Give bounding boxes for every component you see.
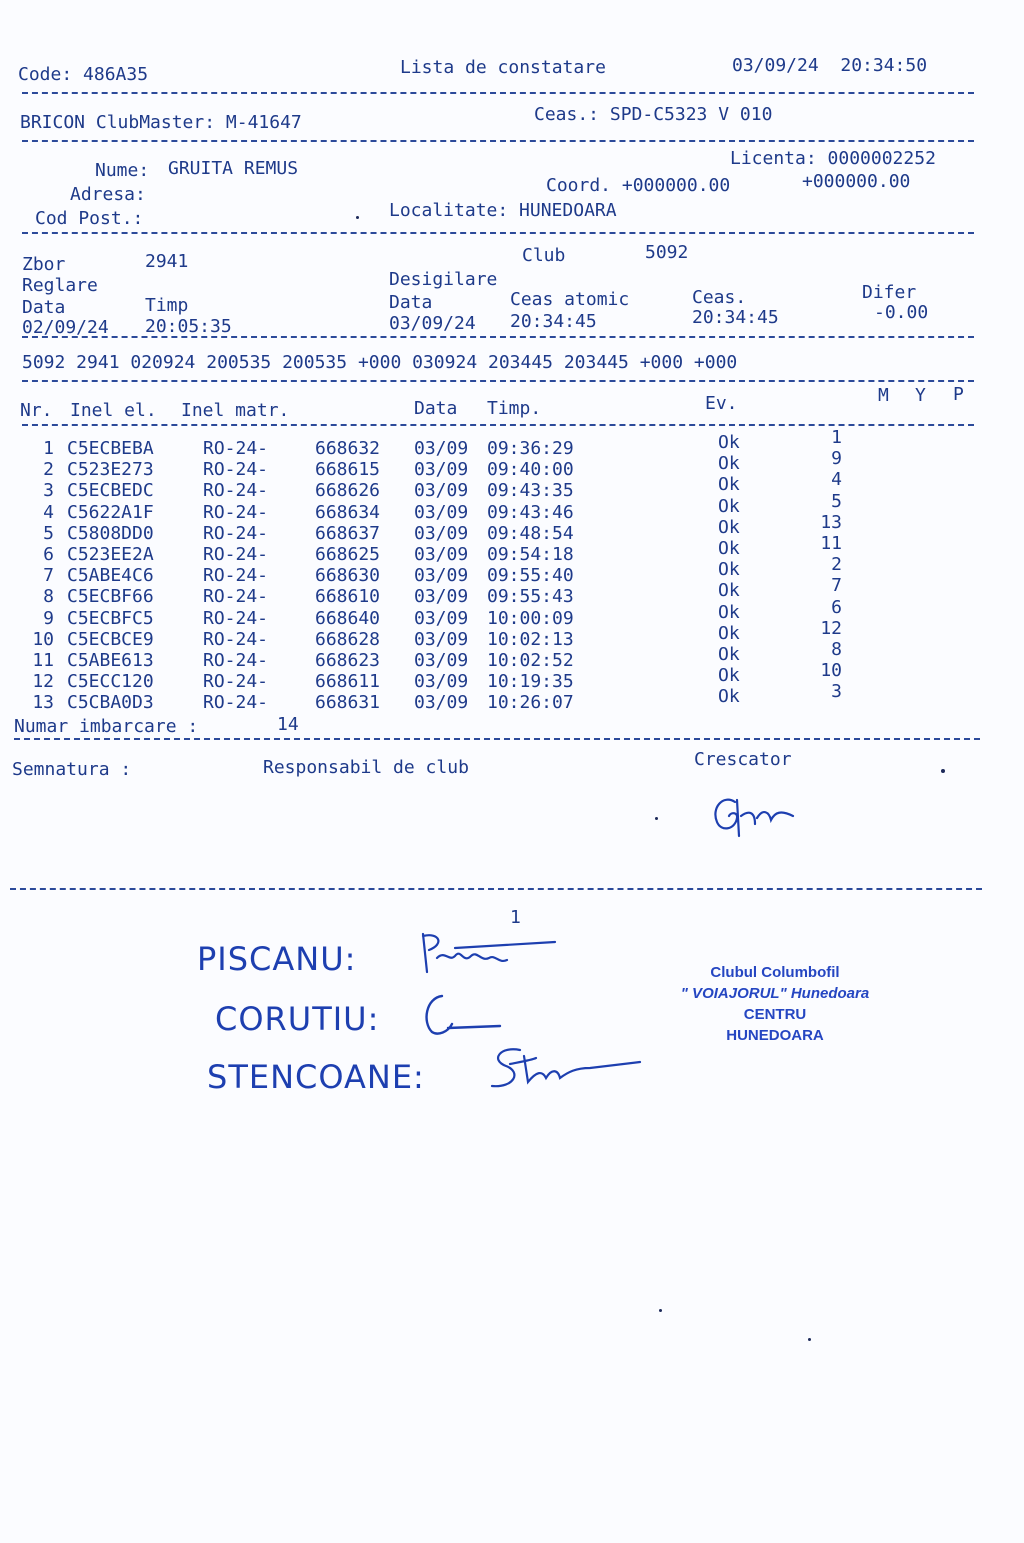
row-time: 10:02:13	[487, 628, 574, 650]
row-nr: 6	[43, 544, 54, 565]
row-inel-el: C523E273	[67, 459, 154, 481]
row-time: 09:48:54	[487, 522, 574, 544]
row-inel-el: C5ECBEDC	[67, 480, 154, 502]
stamp-line-1: Clubul Columbofil	[710, 964, 840, 981]
row-time: 09:54:18	[487, 544, 574, 565]
row-time: 09:40:00	[487, 459, 574, 481]
row-ev: Ok	[718, 453, 740, 475]
row-ev: Ok	[718, 495, 740, 517]
row-time: 10:19:35	[487, 671, 574, 693]
row-prefix: RO-24-	[203, 628, 269, 650]
col-p: P	[953, 384, 964, 405]
row-nr: 10	[32, 628, 54, 650]
row-ev: Ok	[718, 516, 740, 538]
flight-number: 2941	[145, 251, 189, 272]
col-inel-el: Inel el.	[70, 400, 157, 421]
print-speck	[655, 817, 658, 820]
setting-time: 20:05:35	[145, 316, 232, 337]
boarding-count: 14	[277, 714, 299, 735]
row-position: 1	[831, 427, 842, 448]
row-nr: 1	[43, 438, 54, 459]
unseal-label: Desigilare	[389, 269, 498, 290]
signature-piscanu	[415, 928, 565, 978]
coordinates: Coord. +000000.00	[546, 175, 731, 196]
row-nr: 7	[43, 565, 54, 587]
row-date: 03/09	[414, 671, 469, 693]
print-speck	[808, 1338, 811, 1341]
license-number: Licenta: 0000002252	[730, 148, 936, 169]
row-ev: Ok	[718, 665, 740, 687]
divider	[22, 140, 974, 142]
summary-code-line: 5092 2941 020924 200535 200535 +000 030924 203445 203445 +000 +000	[22, 352, 738, 373]
row-nr: 5	[43, 522, 54, 544]
breeder-label: Crescator	[694, 749, 792, 770]
row-date: 03/09	[414, 565, 469, 587]
col-y: Y	[915, 385, 926, 406]
row-prefix: RO-24-	[203, 650, 269, 671]
row-inel-matr: 668623	[315, 650, 381, 671]
row-ev: Ok	[718, 432, 740, 453]
row-inel-matr: 668631	[315, 692, 381, 714]
row-prefix: RO-24-	[203, 522, 269, 544]
divider	[10, 888, 982, 890]
row-inel-matr: 668611	[315, 671, 381, 693]
row-time: 09:55:43	[487, 586, 574, 608]
row-inel-el: C523EE2A	[67, 544, 154, 565]
row-date: 03/09	[414, 586, 469, 608]
row-prefix: RO-24-	[203, 480, 269, 502]
report-datetime: 03/09/24 20:34:50	[732, 55, 928, 76]
divider	[22, 92, 974, 94]
print-speck	[356, 216, 359, 219]
locality: Localitate: HUNEDOARA	[389, 200, 617, 221]
row-time: 09:43:35	[487, 480, 574, 502]
row-inel-matr: 668640	[315, 607, 381, 629]
setting-time-label: Timp	[145, 295, 189, 316]
row-nr: 8	[43, 586, 54, 608]
stamp-line-3: CENTRU	[743, 1006, 807, 1023]
row-position: 13	[820, 511, 842, 533]
row-ev: Ok	[718, 601, 740, 623]
row-inel-el: C5ECBF66	[67, 586, 154, 608]
unseal-date-label: Data	[389, 292, 433, 313]
flight-label: Zbor	[22, 254, 66, 275]
row-ev: Ok	[718, 474, 740, 496]
row-inel-el: C5622A1F	[67, 501, 154, 523]
club-number: 5092	[645, 242, 689, 263]
print-speck	[659, 1309, 662, 1312]
coordinates-2: +000000.00	[802, 171, 911, 192]
unseal-atomic-time: 20:34:45	[510, 311, 597, 332]
col-nr: Nr.	[20, 400, 53, 421]
row-inel-matr: 668615	[315, 459, 381, 481]
row-date: 03/09	[414, 438, 469, 459]
col-ev: Ev.	[705, 393, 738, 414]
stamp-line-4: HUNEDOARA	[726, 1027, 824, 1044]
handwritten-name-piscanu: PISCANU:	[197, 940, 357, 978]
clubmaster-id: BRICON ClubMaster: M-41647	[20, 112, 302, 133]
row-prefix: RO-24-	[203, 565, 269, 587]
row-position: 7	[831, 575, 842, 597]
row-ev: Ok	[718, 559, 740, 581]
clock-id: Ceas.: SPD-C5323 V 010	[534, 104, 773, 125]
club-responsible-label: Responsabil de club	[263, 757, 469, 778]
row-nr: 12	[32, 671, 54, 693]
row-time: 09:36:29	[487, 438, 574, 459]
row-inel-matr: 668610	[315, 586, 381, 608]
row-inel-matr: 668630	[315, 565, 381, 587]
row-date: 03/09	[414, 628, 469, 650]
divider	[14, 738, 980, 740]
atomic-clock-label: Ceas atomic	[510, 289, 630, 310]
row-inel-el: C5ABE613	[67, 650, 154, 671]
club-stamp	[660, 962, 890, 1046]
row-ev: Ok	[718, 644, 740, 665]
print-speck	[941, 769, 945, 773]
row-date: 03/09	[414, 607, 469, 629]
row-prefix: RO-24-	[203, 544, 269, 565]
row-nr: 9	[43, 607, 54, 629]
row-date: 03/09	[414, 459, 469, 481]
col-data: Data	[414, 398, 458, 419]
row-prefix: RO-24-	[203, 692, 269, 714]
signature-label: Semnatura :	[12, 759, 132, 780]
row-position: 12	[820, 617, 842, 639]
row-ev: Ok	[718, 538, 740, 559]
row-inel-el: C5CBA0D3	[67, 692, 154, 714]
row-ev: Ok	[718, 580, 740, 602]
row-inel-matr: 668634	[315, 501, 381, 523]
row-nr: 13	[32, 692, 54, 714]
row-prefix: RO-24-	[203, 459, 269, 481]
row-nr: 3	[43, 480, 54, 502]
divider	[22, 380, 974, 382]
row-date: 03/09	[414, 544, 469, 565]
row-position: 8	[831, 639, 842, 660]
clock-label: Ceas.	[692, 287, 747, 308]
unseal-date: 03/09/24	[389, 313, 476, 334]
row-inel-matr: 668628	[315, 628, 381, 650]
club-label: Club	[522, 245, 566, 266]
postal-code-label: Cod Post.:	[35, 208, 144, 229]
row-position: 2	[831, 554, 842, 576]
row-nr: 2	[43, 459, 54, 481]
row-ev: Ok	[718, 686, 740, 708]
difference-value: -0.00	[874, 302, 929, 323]
divider	[22, 232, 974, 234]
row-inel-el: C5ABE4C6	[67, 565, 154, 587]
stamp-line-2: " VOIAJORUL" Hunedoara	[680, 985, 870, 1002]
col-timp: Timp.	[487, 398, 542, 419]
signature-corutiu	[418, 990, 508, 1040]
row-position: 10	[820, 660, 842, 682]
row-date: 03/09	[414, 480, 469, 502]
row-prefix: RO-24-	[203, 671, 269, 693]
row-nr: 11	[32, 650, 54, 671]
boarding-count-label: Numar imbarcare :	[14, 716, 199, 737]
name-value: GRUITA REMUS	[168, 158, 299, 179]
row-inel-el: C5ECC120	[67, 671, 154, 693]
row-position: 5	[831, 490, 842, 512]
row-prefix: RO-24-	[203, 586, 269, 608]
row-nr: 4	[43, 501, 54, 523]
report-title: Lista de constatare	[400, 57, 606, 78]
code-label: Code: 486A35	[18, 64, 149, 85]
row-time: 10:02:52	[487, 650, 574, 671]
col-m: M	[878, 385, 889, 406]
row-prefix: RO-24-	[203, 607, 269, 629]
setting-date: 02/09/24	[22, 317, 109, 338]
page-number: 1	[510, 907, 521, 928]
setting-date-label: Data	[22, 297, 66, 318]
row-date: 03/09	[414, 692, 469, 714]
row-prefix: RO-24-	[203, 438, 269, 459]
unseal-clock-time: 20:34:45	[692, 307, 779, 328]
name-label: Nume:	[95, 160, 150, 181]
row-time: 10:26:07	[487, 692, 574, 714]
col-inel-matr: Inel matr.	[181, 400, 290, 421]
setting-label: Reglare	[22, 275, 98, 296]
row-time: 09:55:40	[487, 565, 574, 587]
address-label: Adresa:	[70, 184, 146, 205]
handwritten-name-corutiu: CORUTIU:	[215, 1000, 380, 1038]
handwritten-name-stencoane: STENCOANE:	[207, 1058, 425, 1096]
row-inel-el: C5808DD0	[67, 522, 154, 544]
row-inel-matr: 668626	[315, 480, 381, 502]
row-time: 09:43:46	[487, 501, 574, 523]
divider	[22, 424, 974, 426]
table-row	[0, 427, 1024, 459]
row-position: 3	[831, 681, 842, 703]
row-position: 11	[820, 533, 842, 554]
divider	[22, 336, 974, 338]
row-inel-matr: 668625	[315, 544, 381, 565]
difference-label: Difer	[862, 282, 917, 303]
row-position: 9	[831, 448, 842, 470]
row-position: 4	[831, 469, 842, 491]
breeder-signature	[705, 790, 815, 840]
row-date: 03/09	[414, 650, 469, 671]
row-date: 03/09	[414, 522, 469, 544]
signature-stencoane	[480, 1042, 650, 1102]
row-inel-el: C5ECBFC5	[67, 607, 154, 629]
row-prefix: RO-24-	[203, 501, 269, 523]
row-inel-el: C5ECBEBA	[67, 438, 154, 459]
row-position: 6	[831, 596, 842, 618]
row-inel-matr: 668637	[315, 522, 381, 544]
row-inel-el: C5ECBCE9	[67, 628, 154, 650]
row-time: 10:00:09	[487, 607, 574, 629]
row-date: 03/09	[414, 501, 469, 523]
row-ev: Ok	[718, 622, 740, 644]
row-inel-matr: 668632	[315, 438, 381, 459]
